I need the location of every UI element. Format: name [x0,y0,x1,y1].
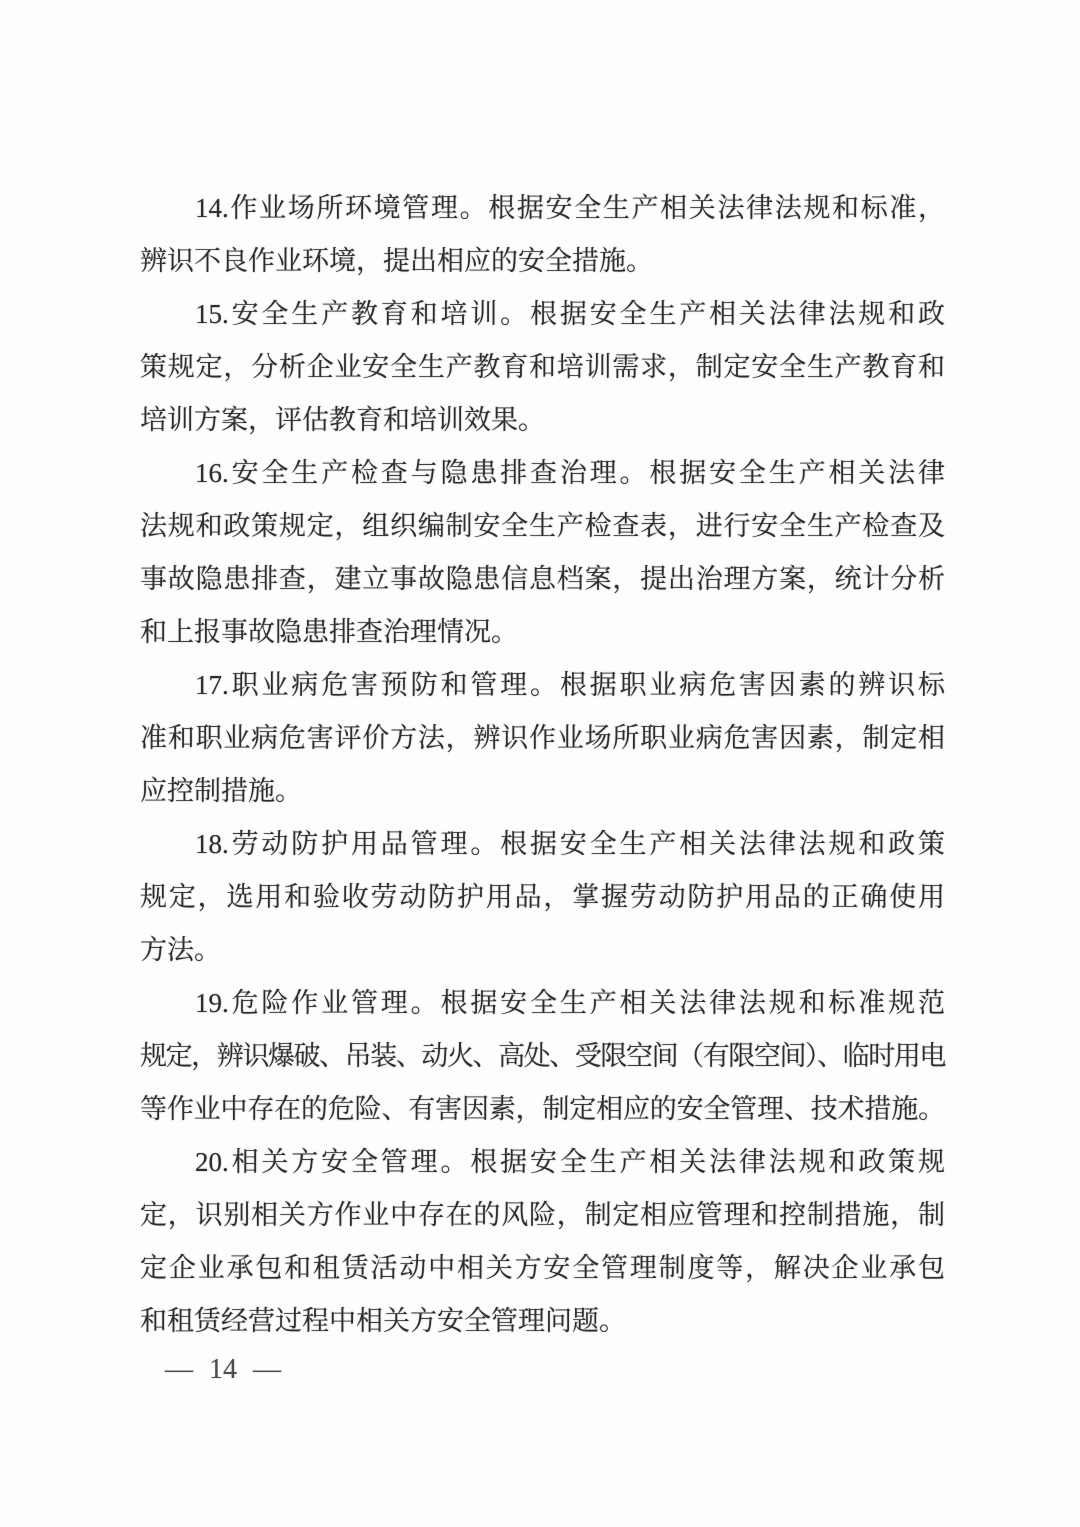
text-line: 事故隐患排查，建立事故隐患信息档案，提出治理方案，统计分析 [140,564,945,594]
text-line: 培训方案，评估教育和培训效果。 [140,405,545,435]
text-line: 17.职业病危害预防和管理。根据职业病危害因素的辨识标 [195,670,945,700]
text-line: 规定，选用和验收劳动防护用品，掌握劳动防护用品的正确使用 [140,882,945,912]
text-line: 准和职业病危害评价方法，辨识作业场所职业病危害因素，制定相 [140,723,945,753]
footer-dash-left: — [165,1354,193,1385]
text-line: 应控制措施。 [140,776,302,806]
text-line: 16.安全生产检查与隐患排查治理。根据安全生产相关法律 [195,458,945,488]
text-line: 规定，辨识爆破、吊装、动火、高处、受限空间（有限空间）、临时用电 [140,1041,945,1071]
text-line: 19.危险作业管理。根据安全生产相关法律法规和标准规范 [195,988,945,1018]
text-line: 14.作业场所环境管理。根据安全生产相关法律法规和标准， [195,193,945,223]
text-line: 策规定，分析企业安全生产教育和培训需求，制定安全生产教育和 [140,352,945,382]
text-line: 定企业承包和租赁活动中相关方安全管理制度等，解决企业承包 [140,1253,945,1283]
text-line: 20.相关方安全管理。根据安全生产相关法律法规和政策规 [195,1147,945,1177]
document-body [140,182,945,1348]
text-line: 法规和政策规定，组织编制安全生产检查表，进行安全生产检查及 [140,511,945,541]
text-line: 和上报事故隐患排查治理情况。 [140,617,518,647]
page-footer [165,1352,281,1388]
text-line: 辨识不良作业环境，提出相应的安全措施。 [140,246,653,276]
footer-dash-right: — [253,1354,281,1385]
text-line: 15.安全生产教育和培训。根据安全生产相关法律法规和政 [195,299,945,329]
text-line: 等作业中存在的危险、有害因素，制定相应的安全管理、技术措施。 [140,1094,945,1124]
text-line: 和租赁经营过程中相关方安全管理问题。 [140,1306,626,1336]
text-line: 定，识别相关方作业中存在的风险，制定相应管理和控制措施，制 [140,1200,945,1230]
text-line: 18.劳动防护用品管理。根据安全生产相关法律法规和政策 [195,829,945,859]
text-line: 方法。 [140,935,221,965]
page-number: 14 [209,1354,237,1385]
